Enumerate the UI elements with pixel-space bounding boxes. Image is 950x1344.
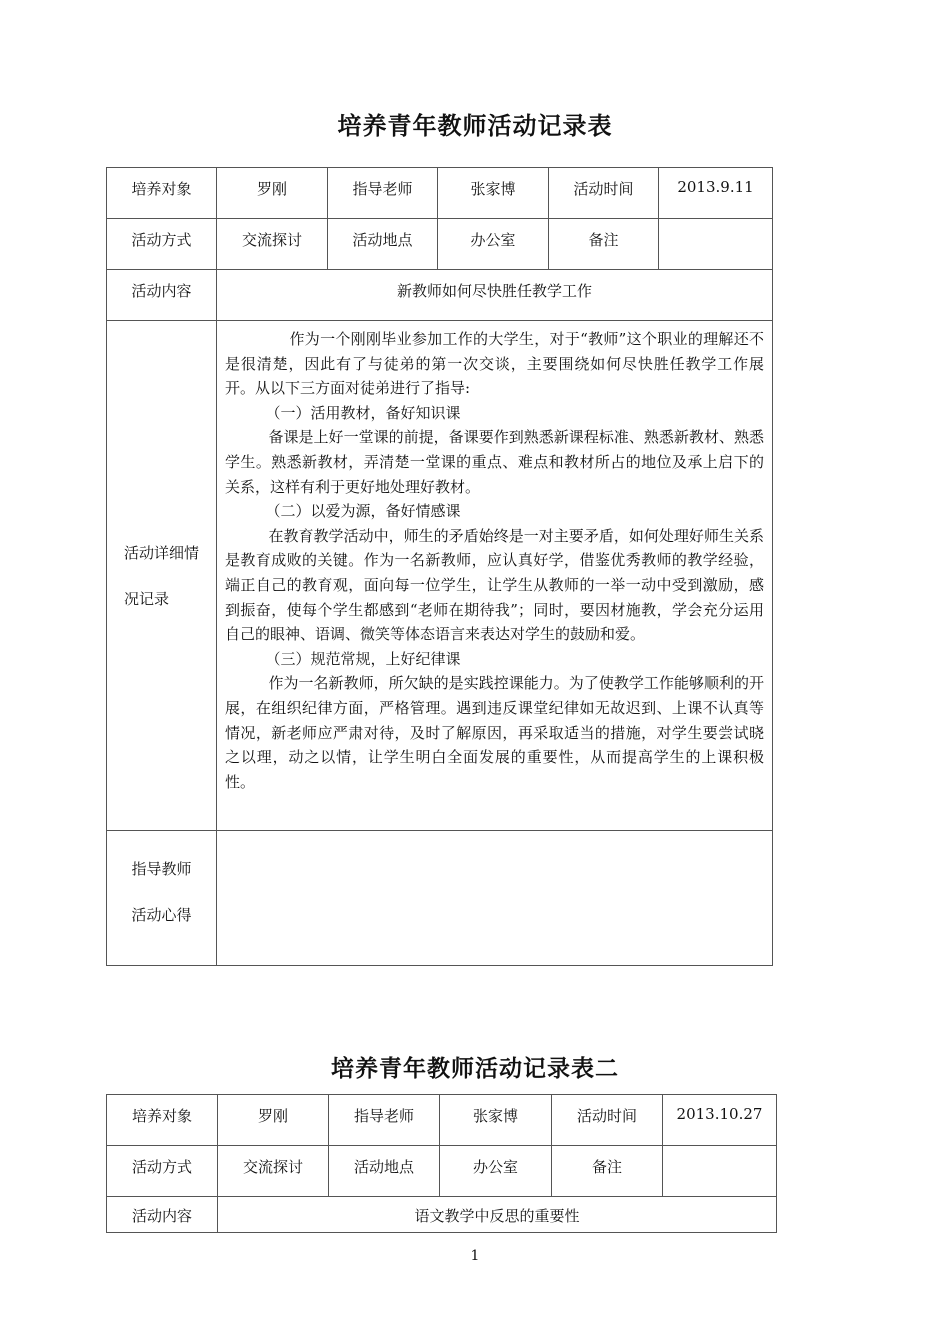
reflection-value — [217, 831, 773, 966]
label-note: 备注 — [552, 1146, 663, 1197]
mode-value: 交流探讨 — [218, 1146, 329, 1197]
detail-paragraph: 备课是上好一堂课的前提，备课要作到熟悉新课程标准、熟悉新教材、熟悉学生。熟悉新教材，弄清楚一堂课的重点、难点和教材所占的地位及承上启下的关系，这样有利于更好地处理好教材。 — [225, 428, 764, 496]
detail-heading: （二）以爱为源，备好情感课 — [265, 502, 461, 521]
label-target: 培养对象 — [107, 168, 217, 219]
place-value: 办公室 — [438, 219, 549, 270]
note-value — [659, 219, 773, 270]
label-target: 培养对象 — [107, 1095, 218, 1146]
label-content: 活动内容 — [107, 1197, 218, 1233]
time-value: 2013.10.27 — [663, 1095, 777, 1146]
detail-paragraph: 作为一个刚刚毕业参加工作的大学生，对于“教师”这个职业的理解还不是很清楚，因此有了与徒弟的第一次交谈，主要围绕如何尽快胜任教学工作展开。从以下三方面对徒弟进行了指导: — [225, 330, 764, 398]
detail-paragraph: 作为一名新教师，所欠缺的是实践控课能力。为了使教学工作能够顺利的开展，在组织纪律方面，严格管理。遇到违反课堂纪律如无故迟到、上课不认真等情况，新老师应严肃对待，及时了解原因，再采取适当的措施，对学生要尝试晓之以理，动之以情，让学生明白全面发展的重要性，从而提高学生的上课积极性。 — [225, 674, 764, 791]
page-number: 1 — [470, 1248, 480, 1264]
target-value: 罗刚 — [217, 168, 328, 219]
label-time: 活动时间 — [552, 1095, 663, 1146]
table-row — [107, 831, 773, 966]
detail-heading: （一）活用教材，备好知识课 — [265, 403, 461, 422]
table-row — [107, 270, 773, 321]
label-reflection: 指导教师 活动心得 — [107, 831, 217, 966]
table-row — [107, 219, 773, 270]
table-row — [107, 321, 773, 831]
content-value: 新教师如何尽快胜任教学工作 — [217, 270, 773, 321]
activity-record-table-1 — [106, 167, 773, 966]
detail-record — [217, 321, 773, 831]
detail-paragraph: 在教育教学活动中，师生的矛盾始终是一对主要矛盾，如何处理好师生关系是教育成败的关键。作为一名新教师，应认真好学，借鉴优秀教师的教学经验，端正自己的教育观，面向每一位学生，让学生从教师的一举一动中受到激励，感到振奋，使每个学生都感到“老师在期待我”；同时，要因材施教，学会充分运用自己的眼神、语调、微笑等体态语言来表达对学生的鼓励和爱。 — [225, 526, 764, 644]
label-mode: 活动方式 — [107, 1146, 218, 1197]
label-mentor: 指导老师 — [329, 1095, 440, 1146]
table-row — [107, 1146, 777, 1197]
table-row — [107, 1095, 777, 1146]
activity-record-table-2 — [106, 1094, 777, 1233]
label-place: 活动地点 — [329, 1146, 440, 1197]
label-note: 备注 — [549, 219, 659, 270]
label-time: 活动时间 — [549, 168, 659, 219]
label-mentor: 指导老师 — [328, 168, 438, 219]
table1-title: 培养青年教师活动记录表 — [337, 111, 613, 140]
content-value: 语文教学中反思的重要性 — [218, 1197, 777, 1233]
mentor-value: 张家博 — [438, 168, 549, 219]
table-row — [107, 168, 773, 219]
label-content: 活动内容 — [107, 270, 217, 321]
time-value: 2013.9.11 — [659, 168, 773, 219]
label-detail: 活动详细情 况记录 — [107, 321, 217, 831]
table-row — [107, 1197, 777, 1233]
mentor-value: 张家博 — [440, 1095, 552, 1146]
note-value — [663, 1146, 777, 1197]
mode-value: 交流探讨 — [217, 219, 328, 270]
place-value: 办公室 — [440, 1146, 552, 1197]
detail-heading: （三）规范常规，上好纪律课 — [265, 649, 461, 668]
label-mode: 活动方式 — [107, 219, 217, 270]
table2-title: 培养青年教师活动记录表二 — [331, 1055, 619, 1082]
target-value: 罗刚 — [218, 1095, 329, 1146]
label-place: 活动地点 — [328, 219, 438, 270]
